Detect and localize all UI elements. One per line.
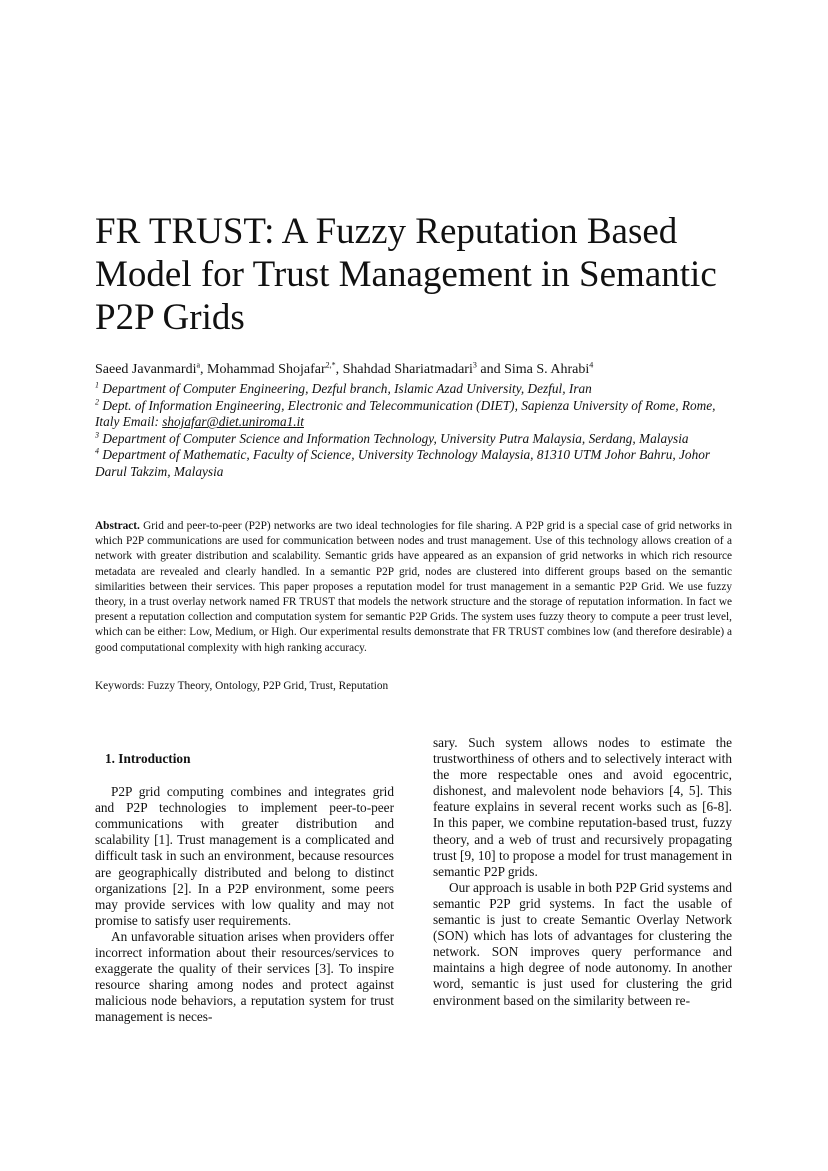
- author-separator: and: [476, 362, 505, 377]
- paper-title: [95, 210, 775, 339]
- affiliation-superscript: 1: [95, 380, 99, 390]
- affiliation-text: Department of Mathematic, Faculty of Science, University Technology Malaysia, 81310 UTM Johor Bahru, Johor Darul Takzim, Malaysia: [95, 447, 711, 479]
- author-name: Saeed Javanmardi: [95, 362, 197, 377]
- body-paragraph: P2P grid computing combines and integrates grid and P2P technologies to implement peer-to-peer communications with greater distribution and scalability [1]. Trust management is a complicated and difficult task in such an environment, because resources are geographically distributed and belong to distinct organizations [2]. In a P2P environment, some peers may provide services with low quality and may not promise to satisfy user requirements.: [95, 784, 394, 928]
- affiliation-superscript: 3: [95, 430, 99, 440]
- title-line: P2P Grids: [95, 297, 245, 338]
- affiliation: [95, 431, 735, 448]
- abstract-text: Grid and peer-to-peer (P2P) networks are two ideal technologies for file sharing. A P2P grid is a special case of grid networks in which P2P communications are used for communication between nodes and trust management. Use of this technology allows creation of a network with greater distribution and scalability. Semantic grids have appeared as an expansion of grid networks in which rich resource metadata are revealed and clearly handled. In a semantic P2P grid, nodes are clustered into different groups based on the semantic similarities between their services. This paper proposes a reputation model for trust management in a semantic P2P Grid. We use fuzzy theory, in a trust overlay network named FR TRUST that models the network structure and the storage of reputation information. In fact we present a reputation collection and computation system for semantic P2P Grids. The system uses fuzzy theory to compute a peer trust level, which can be either: Low, Medium, or High. Our experimental results demonstrate that FR TRUST combines low (and therefore desirable) a good computational complexity with high ranking accuracy.: [95, 520, 732, 654]
- affiliation: [95, 447, 735, 480]
- author-name: Sima S. Ahrabi: [504, 362, 590, 377]
- body-paragraph: An unfavorable situation arises when providers offer incorrect information about their resources/services to exaggerate the quality of their services [3]. To inspire resource sharing among nodes and protect against malicious node behaviors, a reputation system for trust management is neces-: [95, 928, 394, 1025]
- email-link[interactable]: shojafar@diet.uniroma1.it: [162, 414, 304, 430]
- affiliation-superscript: 2: [95, 397, 99, 407]
- affiliation: [95, 398, 735, 431]
- left-column: [95, 735, 394, 1026]
- author-superscript: 4: [589, 360, 594, 370]
- abstract-label: Abstract.: [95, 520, 140, 532]
- author-superscript: 3: [472, 360, 477, 370]
- author-superscript: 2,*: [325, 360, 336, 370]
- affiliation-text: Department of Computer Science and Information Technology, University Putra Malaysia, Serdang, Malaysia: [102, 430, 689, 446]
- title-line: FR TRUST: A Fuzzy Reputation Based: [95, 211, 678, 252]
- author-superscript: a: [196, 360, 201, 370]
- section-heading: 1. Introduction: [105, 751, 191, 766]
- affiliation-superscript: 4: [95, 446, 99, 456]
- author-separator: ,: [200, 362, 208, 377]
- author-separator: ,: [335, 362, 343, 377]
- author-name: Shahdad Shariatmadari: [342, 362, 473, 377]
- right-column: [433, 735, 732, 1009]
- affiliation-list: [95, 381, 735, 481]
- affiliation-text: Department of Computer Engineering, Dezful branch, Islamic Azad University, Dezful, Iran: [102, 381, 592, 396]
- affiliation-text: Dept. of Information Engineering, Electronic and Telecommunication (DIET), Sapienza University of Rome, Rome, Italy Email:: [95, 397, 716, 430]
- keywords: Keywords: Fuzzy Theory, Ontology, P2P Grid, Trust, Reputation: [95, 680, 389, 692]
- affiliation: [95, 381, 735, 398]
- body-paragraph: Our approach is usable in both P2P Grid systems and semantic P2P grid systems. In fact the usable of semantic is just to create Semantic Overlay Network (SON) which has lots of advantages for clustering the network. SON improves query performance and maintains a high degree of node autonomy. In another word, semantic is just used for clustering the grid environment based on the similarity between re-: [433, 879, 732, 1008]
- title-line: Model for Trust Management in Semantic: [95, 254, 717, 295]
- body-paragraph: sary. Such system allows nodes to estimate the trustworthiness of others and to selectively interact with the more respectable ones and avoid egocentric, dishonest, and malevolent node behaviors [4, 5]. This feature explains in several recent works such as [6-8]. In this paper, we combine reputation-based trust, fuzzy theory, and a web of trust and recursively propagating trust [9, 10] to propose a model for trust management in semantic P2P grids.: [433, 735, 732, 879]
- author-name: Mohammad Shojafar: [207, 362, 326, 377]
- abstract: [95, 519, 732, 656]
- author-list: [95, 361, 755, 379]
